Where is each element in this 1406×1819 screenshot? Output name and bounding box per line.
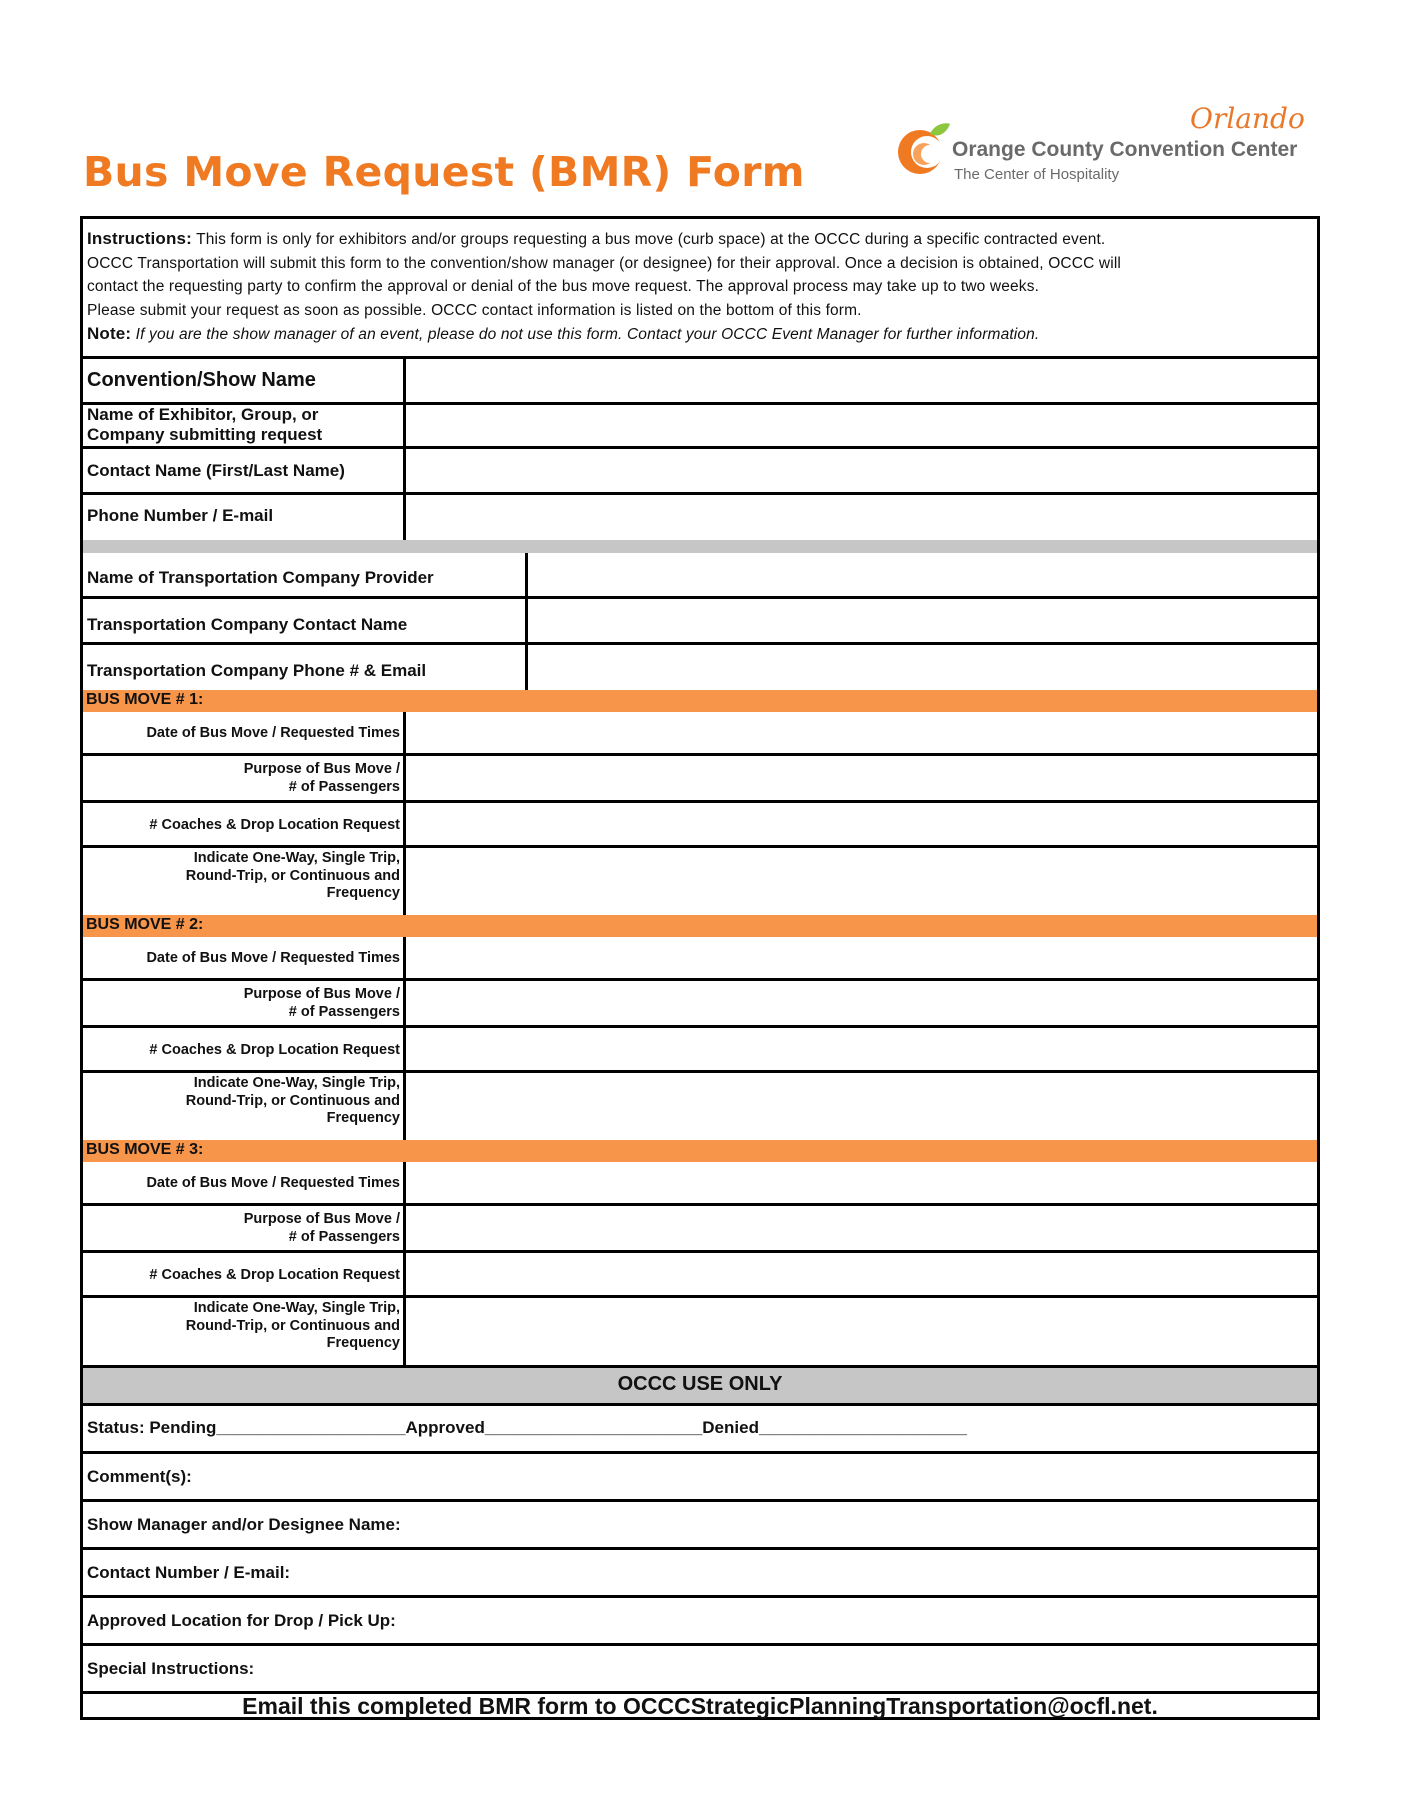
status-row[interactable] [83,1406,1317,1451]
instructions-label: Instructions: [87,229,192,248]
bus-3-coaches-field[interactable] [406,1253,1317,1295]
form-title: Bus Move Request (BMR) Form [83,148,805,196]
logo-orlando-script: Orlando [1190,102,1305,135]
special-instructions-row[interactable] [83,1646,1317,1691]
phone-email-field[interactable] [406,495,1317,540]
bus-1-trip-field[interactable] [406,848,1317,915]
logo-mark-icon [894,120,954,185]
instructions-text-2: OCCC Transportation will submit this form to the convention/show manager (or designee) for their approval. Once a decision is obtained, OCCC will [87,254,1122,272]
exhibitor-label: Name of Exhibitor, Group, or Company submitting request [87,405,323,444]
logo-tagline: The Center of Hospitality [954,166,1120,183]
comments-label: Comment(s): [87,1467,192,1486]
note-text: If you are the show manager of an event, please do not use this form. Contact your OCCC Event Manager for further information. [135,326,1040,343]
bus-move-1-header: BUS MOVE # 1: [83,690,1317,712]
occc-logo [890,100,1310,190]
contact-name-field[interactable] [406,449,1317,492]
special-instructions-label: Special Instructions: [87,1659,255,1678]
bus-1-purpose-label: Purpose of Bus Move / # of Passengers [243,761,400,795]
occc-contact-row[interactable] [83,1550,1317,1595]
manager-label: Show Manager and/or Designee Name: [87,1515,401,1534]
instructions-text-3: contact the requesting party to confirm the approval or denial of the bus move request. The approval process may take up to two weeks. [87,278,1040,295]
contact-name-label: Contact Name (First/Last Name) [87,461,345,480]
note-label: Note: [87,324,132,343]
instructions-text-1: This form is only for exhibitors and/or groups requesting a bus move (curb space) at the OCCC during a specific contracted event. [196,231,1106,248]
show-name-field[interactable] [406,361,1317,402]
transport-phone-label: Transportation Company Phone # & Email [87,661,427,680]
bus-2-date-field[interactable] [406,937,1317,978]
manager-row[interactable] [83,1502,1317,1547]
logo-name: Orange County Convention Center [952,138,1298,161]
occc-use-title: OCCC USE ONLY [617,1373,783,1395]
transport-contact-label: Transportation Company Contact Name [87,615,408,634]
bus-move-2-header: BUS MOVE # 2: [83,915,1317,937]
bus-3-trip-field[interactable] [406,1298,1317,1365]
bmr-form [80,216,1320,1720]
bus-1-coaches-field[interactable] [406,803,1317,845]
bus-3-date-field[interactable] [406,1162,1317,1203]
bus-move-3-header: BUS MOVE # 3: [83,1140,1317,1162]
bus-2-trip-field[interactable] [406,1073,1317,1140]
bus-3-purpose-label: Purpose of Bus Move / # of Passengers [243,1211,400,1245]
transport-contact-field[interactable] [528,599,1317,642]
approved-location-row[interactable] [83,1598,1317,1643]
bus-1-date-field[interactable] [406,712,1317,753]
bus-2-date-label: Date of Bus Move / Requested Times [146,950,400,966]
approved-location-label: Approved Location for Drop / Pick Up: [87,1611,396,1630]
bus-2-purpose-field[interactable] [406,981,1317,1025]
section-separator [83,540,1317,553]
bus-1-trip-label: Indicate One-Way, Single Trip, Round-Trip, or Continuous and Frequency [185,850,400,901]
transport-provider-label: Name of Transportation Company Provider [87,568,434,587]
status-label: Status: Pending____________________Approved_______________________Denied______________________ [87,1418,967,1437]
bus-1-date-label: Date of Bus Move / Requested Times [146,725,400,741]
show-name-label: Convention/Show Name [87,369,316,391]
exhibitor-field[interactable] [406,405,1317,446]
bus-3-coaches-label: # Coaches & Drop Location Request [149,1267,400,1283]
bus-2-purpose-label: Purpose of Bus Move / # of Passengers [243,986,400,1020]
occc-use-band [83,1368,1317,1403]
instructions-block [87,227,1309,347]
bus-2-coaches-label: # Coaches & Drop Location Request [149,1042,400,1058]
transport-provider-field[interactable] [528,553,1317,596]
bus-3-date-label: Date of Bus Move / Requested Times [146,1175,400,1191]
phone-email-label: Phone Number / E-mail [87,506,274,525]
occc-contact-label: Contact Number / E-mail: [87,1563,291,1582]
bus-3-trip-label: Indicate One-Way, Single Trip, Round-Trip, or Continuous and Frequency [185,1300,400,1351]
bus-1-purpose-field[interactable] [406,756,1317,800]
bus-2-trip-label: Indicate One-Way, Single Trip, Round-Trip, or Continuous and Frequency [185,1075,400,1126]
instructions-text-4: Please submit your request as soon as possible. OCCC contact information is listed on the bottom of this form. [87,301,862,319]
comments-row[interactable] [83,1454,1317,1499]
transport-phone-field[interactable] [528,645,1317,690]
bus-3-purpose-field[interactable] [406,1206,1317,1250]
submit-email-line: Email this completed BMR form to OCCCStrategicPlanningTransportation@ocfl.net. [242,1693,1158,1719]
bus-1-coaches-label: # Coaches & Drop Location Request [149,817,400,833]
bus-2-coaches-field[interactable] [406,1028,1317,1070]
